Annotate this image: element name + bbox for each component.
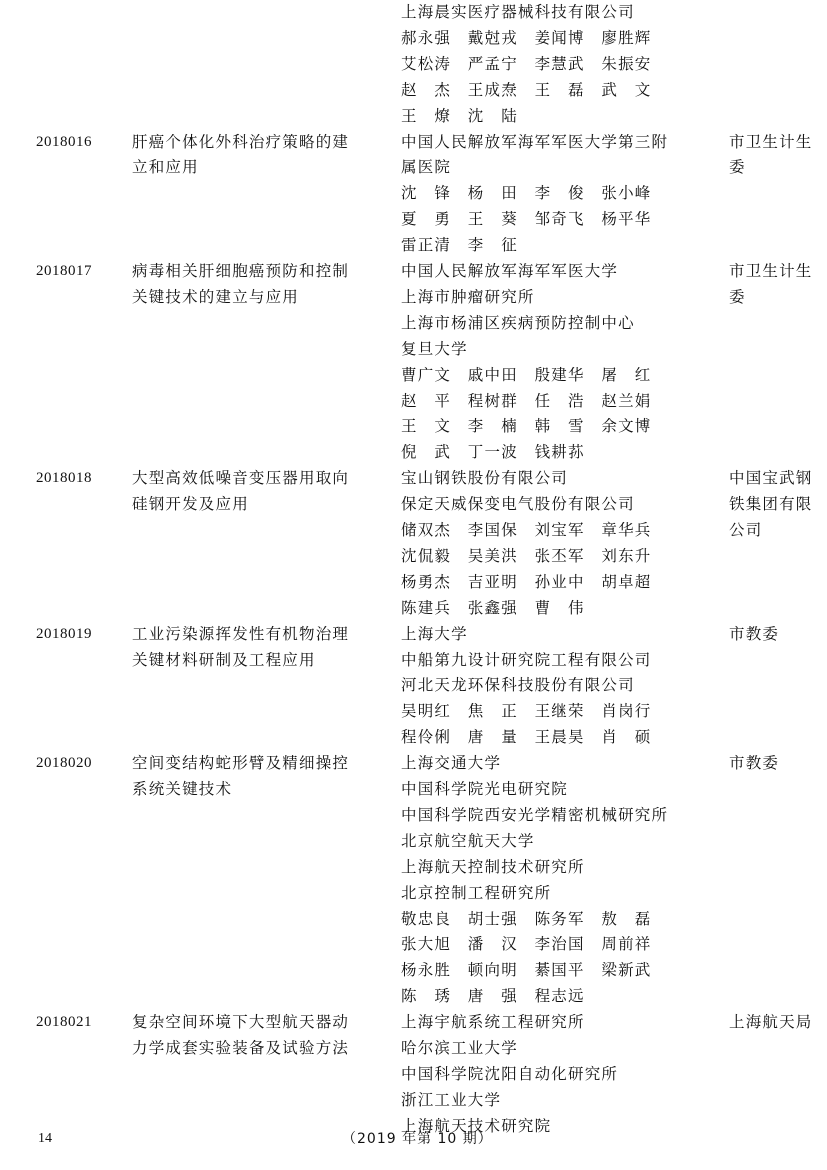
project-id: 2018017 — [36, 263, 92, 279]
org-or-person-line: 上海晨实医疗器械科技有限公司 — [401, 3, 635, 21]
org-or-person-line: 北京控制工程研究所 — [401, 883, 552, 902]
project-title-line: 硅钢开发及应用 — [132, 495, 249, 514]
project-id: 2018016 — [36, 133, 92, 150]
project-title-line: 关键材料研制及工程应用 — [132, 650, 316, 669]
org-or-person-line: 杨永胜 顿向明 綦国平 梁新武 — [401, 961, 652, 980]
org-or-person-line: 陈 琇 唐 强 程志远 — [401, 987, 585, 1006]
org-or-person-line: 中国人民解放军海军军医大学第三附 — [401, 132, 669, 151]
org-or-person-line: 上海市肿瘤研究所 — [401, 287, 535, 306]
project-title-line: 关键技术的建立与应用 — [132, 287, 300, 306]
org-or-person-line: 赵 杰 王成焘 王 磊 武 文 — [401, 80, 652, 99]
org-or-person-line: 保定天威保变电气股份有限公司 — [401, 495, 635, 514]
recommender-line: 市卫生计生 — [729, 262, 813, 280]
org-or-person-line: 中国科学院西安光学精密机械研究所 — [401, 805, 669, 824]
recommender-line: 上海航天局 — [729, 1013, 813, 1032]
org-or-person-line: 储双杰 李国保 刘宝军 章华兵 — [401, 521, 652, 539]
org-or-person-line: 沈 锋 杨 田 李 俊 张小峰 — [401, 184, 652, 203]
org-or-person-line: 哈尔滨工业大学 — [401, 1039, 518, 1057]
project-title-line: 病毒相关肝细胞癌预防和控制 — [132, 262, 350, 280]
project-title-line: 复杂空间环境下大型航天器动 — [132, 1013, 350, 1032]
org-or-person-line: 艾松涛 严孟宁 李慧武 朱振安 — [401, 54, 652, 73]
org-or-person-line: 上海交通大学 — [401, 754, 502, 773]
org-or-person-line: 曹广文 戚中田 殷建华 屠 红 — [401, 365, 652, 384]
org-or-person-line: 郝永强 戴尅戎 姜闻博 廖胜辉 — [401, 28, 652, 47]
org-or-person-line: 陈建兵 张鑫强 曹 伟 — [401, 598, 585, 617]
project-title-line: 空间变结构蛇形臂及精细操控 — [132, 754, 350, 773]
org-or-person-line: 张大旭 潘 汉 李治国 周前祥 — [401, 935, 652, 954]
recommender-line: 市卫生计生 — [729, 132, 813, 151]
recommender-line: 中国宝武钢 — [729, 469, 813, 488]
recommender-line: 铁集团有限 — [729, 495, 813, 514]
org-or-person-line: 复旦大学 — [401, 339, 468, 358]
org-or-person-line: 河北天龙环保科技股份有限公司 — [401, 676, 635, 695]
org-or-person-line: 浙江工业大学 — [401, 1090, 502, 1109]
recommender-line: 公司 — [729, 521, 763, 539]
org-or-person-line: 中国人民解放军海军军医大学 — [401, 262, 619, 280]
recommender-line: 委 — [729, 158, 746, 177]
recommender-line: 委 — [729, 287, 746, 306]
recommender-line: 市教委 — [729, 754, 780, 773]
org-or-person-line: 中船第九设计研究院工程有限公司 — [401, 650, 652, 669]
project-title-line: 力学成套实验装备及试验方法 — [132, 1039, 350, 1057]
org-or-person-line: 中国科学院光电研究院 — [401, 780, 569, 798]
org-or-person-line: 上海宇航系统工程研究所 — [401, 1013, 585, 1032]
org-or-person-line: 赵 平 程树群 任 浩 赵兰娟 — [401, 391, 652, 410]
org-or-person-line: 北京航空航天大学 — [401, 831, 535, 850]
project-id: 2018019 — [36, 625, 92, 642]
project-title-line: 工业污染源挥发性有机物治理 — [132, 624, 350, 643]
project-id: 2018020 — [36, 755, 92, 772]
org-or-person-line: 敬忠良 胡士强 陈务军 敖 磊 — [401, 909, 652, 928]
project-id: 2018021 — [36, 1014, 92, 1031]
org-or-person-line: 倪 武 丁一波 钱耕荪 — [401, 443, 585, 462]
org-or-person-line: 上海市杨浦区疾病预防控制中心 — [401, 313, 635, 332]
org-or-person-line: 宝山钢铁股份有限公司 — [401, 469, 569, 488]
org-or-person-line: 杨勇杰 吉亚明 孙业中 胡卓超 — [401, 572, 652, 591]
org-or-person-line: 王 文 李 楠 韩 雪 余文博 — [401, 417, 652, 436]
project-title-line: 系统关键技术 — [132, 780, 233, 798]
org-or-person-line: 吴明红 焦 正 王继荣 肖岗行 — [401, 702, 652, 721]
org-or-person-line: 中国科学院沈阳自动化研究所 — [401, 1064, 619, 1083]
org-or-person-line: 上海大学 — [401, 624, 468, 643]
org-or-person-line: 王 燎 沈 陆 — [401, 106, 518, 125]
org-or-person-line: 雷正清 李 征 — [401, 236, 518, 255]
org-or-person-line: 程伶俐 唐 量 王晨昊 肖 硕 — [401, 728, 652, 747]
org-or-person-line: 沈侃毅 吴美洪 张丕军 刘东升 — [401, 546, 652, 565]
project-title-line: 立和应用 — [132, 158, 199, 177]
org-or-person-line: 夏 勇 王 葵 邹奇飞 杨平华 — [401, 210, 652, 229]
project-title-line: 肝癌个体化外科治疗策略的建 — [132, 132, 350, 151]
recommender-line: 市教委 — [729, 624, 780, 643]
project-title-line: 大型高效低噪音变压器用取向 — [132, 469, 350, 488]
org-or-person-line: 上海航天技术研究院 — [401, 1116, 552, 1135]
page-number: 14 — [38, 1131, 52, 1146]
project-id: 2018018 — [36, 470, 92, 487]
org-or-person-line: 属医院 — [401, 158, 452, 177]
org-or-person-line: 上海航天控制技术研究所 — [401, 857, 585, 876]
issue-label: （2019 年第 10 期） — [342, 1131, 493, 1147]
